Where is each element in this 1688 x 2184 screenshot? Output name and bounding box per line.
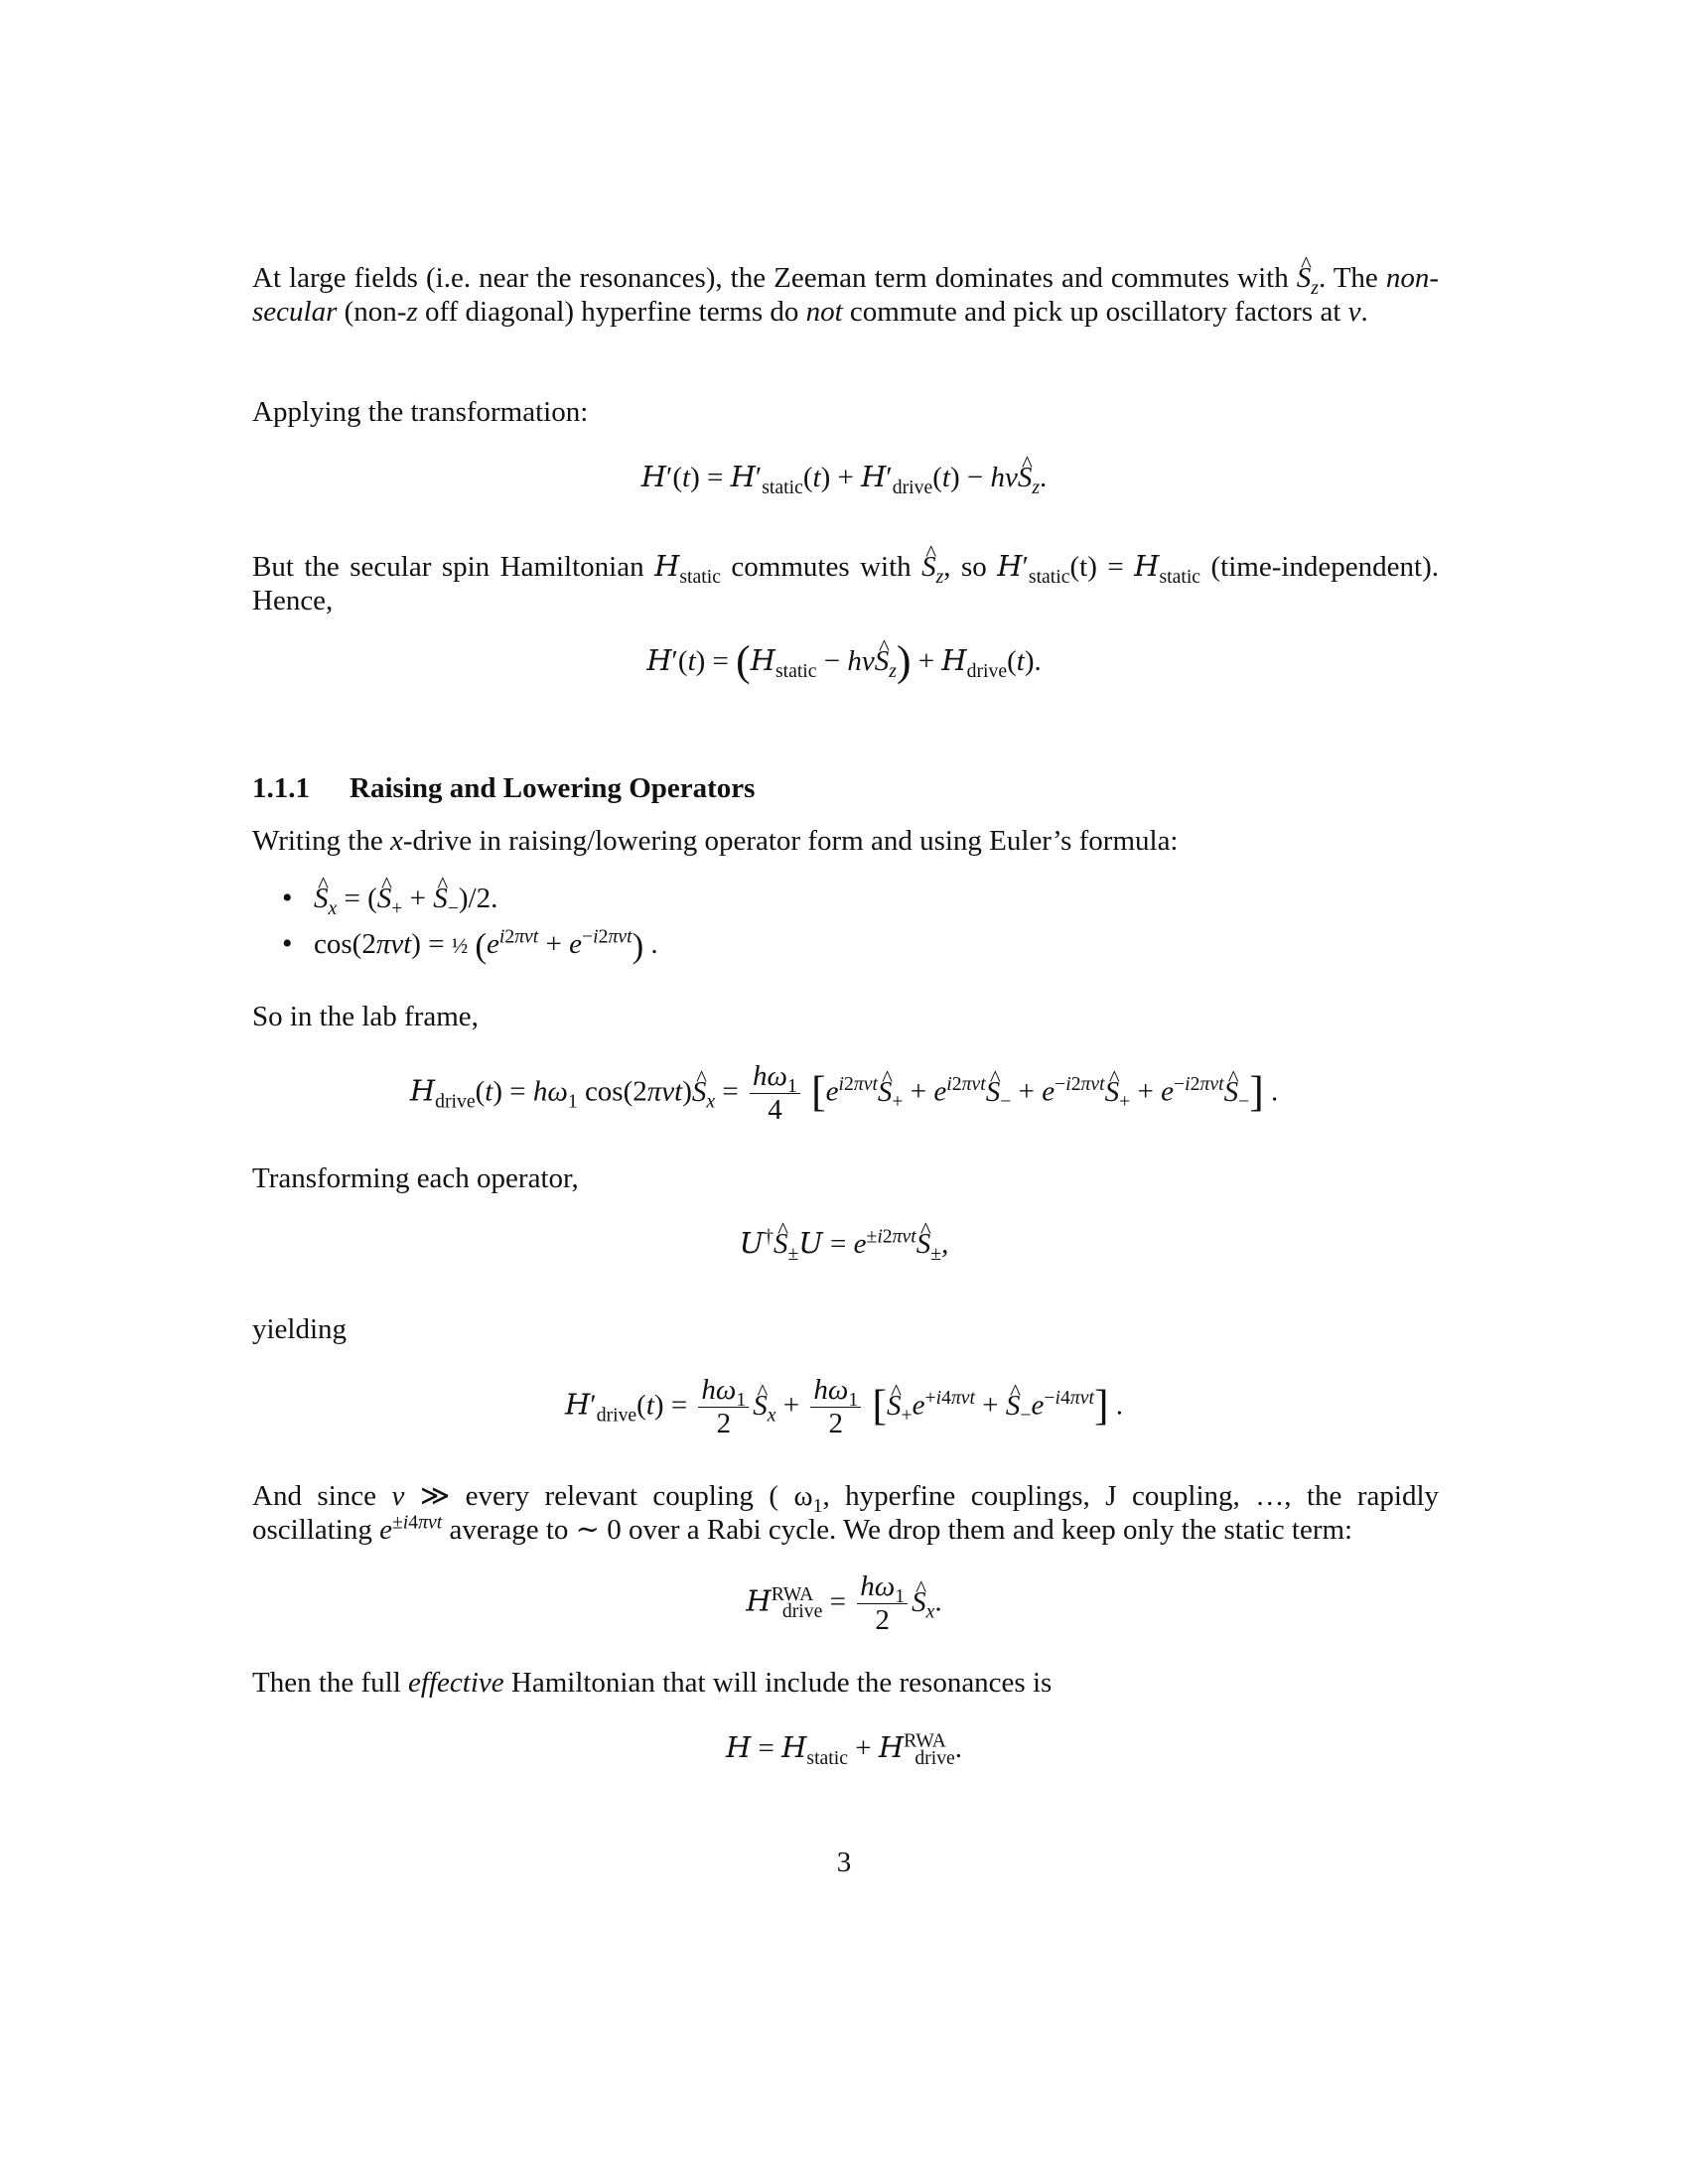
math-sz: ^ S (1297, 261, 1312, 295)
list-item: • ^ $S_x$ = (^ $S_+$ + ^ $S_-)/2$. (252, 876, 658, 921)
paragraph-lab-frame: So in the lab frame, (252, 1001, 479, 1032)
paragraph-secular: But the secular spin Hamiltonian $H_{static}$ commutes with ^ $S_z$, so $H'_{static}(t) = H_{static}$ (time-independent). Hence, (252, 549, 1439, 617)
emphasis-not: not (805, 296, 843, 328)
section-heading (252, 772, 755, 805)
paragraph-rwa: And since ν ≫ every relevant coupling ( $\omega_1$, hyperfine couplings, J coupling, …, the rapidly oscillating $e^{\pm i4\pi\nu t}$ average to ∼ 0 over a Rabi cycle. We drop them and keep only the static term: (252, 1480, 1440, 1546)
list-item: • cos(2πνt) = ½ $(e^{i2\pi\nu t} + e^{-i2\pi\nu t})$ . (252, 921, 658, 967)
text: . The (1318, 262, 1386, 294)
paragraph-writing: Writing the x-drive in raising/lowering operator form and using Euler’s formula: (252, 825, 1179, 857)
equation-3: $H_{drive}(t) = h\omega_1$ cos(2πνt)^ $S_x$ = $\frac{h\omega_1}{4}$ [$e^{i2\pi\nu t}\^{}$ $S_+$ + $e^{i2\pi\nu t}\^{}$ $S_-$ + $e^{-i2\pi\nu t}\^{}$ $S_+$ + $e^{-i2\pi\nu t}\^{}$ $S_-$] . (0, 1060, 1688, 1128)
paragraph-effective: Then the full effective Hamiltonian that will include the resonances is (252, 1667, 1053, 1699)
equation-1: $H'(t) = H'_{static}(t) + H'_{drive}(t)$ − hν^ $S_z$. (0, 457, 1688, 497)
paragraph-yielding: yielding (252, 1313, 348, 1345)
section-number: 1.1.1 (252, 772, 310, 804)
equation-5: $H'_{drive}(t)$ = $\frac{h\omega_1}{2}$ ^ $S_x$ + $\frac{h\omega_1}{2}$ [^ $S_+e^{+i4\pi\nu t}$ + ^ $S_-e^{-i4\pi\nu t}$] . (0, 1374, 1688, 1441)
paragraph-transforming: Transforming each operator, (252, 1162, 579, 1194)
paragraph-applying: Applying the transformation: (252, 396, 589, 428)
text: At large fields (i.e. near the resonances), the Zeeman term dominates and commutes with (252, 262, 1297, 294)
equation-2: $H'(t) = (H_{static}$ − hν^ $S_z) + H_{drive}(t)$. (0, 640, 1688, 681)
paragraph-intro: At large fields (i.e. near the resonances), the Zeeman term dominates and commutes with ^ $S_z$. The non-secular (non-z off diagonal) hyperfine terms do not commute and pick up oscillatory factors at ν. (252, 261, 1439, 329)
emphasis-effective: effective (408, 1667, 504, 1699)
equation-4: U†^ $S_\pm U$ = $e^{\pm i2\pi\nu t}\^{}$ $S_\pm$, (0, 1223, 1688, 1264)
emphasis-non-secular: non-secular (252, 262, 1440, 328)
bullet-list (252, 876, 658, 967)
page-number: 3 (836, 1846, 852, 1878)
section-title: Raising and Lowering Operators (350, 772, 756, 804)
equation-7: $H = H_{static} + H^{RWA}_{drive}$. (725, 1729, 963, 1769)
equation-6: $H^{RWA}_{drive}$ = $\frac{h\omega_1}{2}$ ^ $S_x$. (0, 1570, 1688, 1638)
